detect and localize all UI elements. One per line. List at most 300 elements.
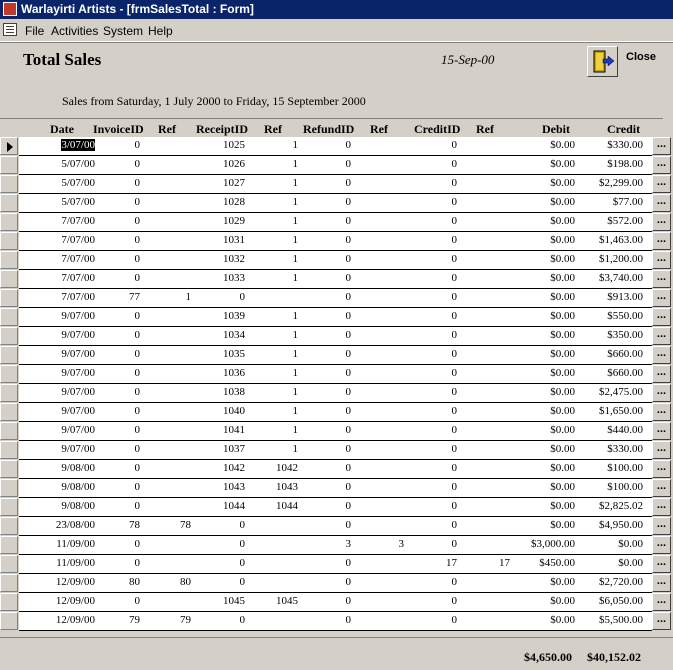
row-details-button[interactable]: ...: [652, 251, 671, 269]
cell-invoiceid[interactable]: 79: [129, 614, 140, 626]
cell-debit[interactable]: $0.00: [550, 177, 575, 189]
row-details-button[interactable]: ...: [652, 460, 671, 478]
cell-refundid[interactable]: 0: [345, 462, 351, 474]
menu-help[interactable]: Help: [148, 24, 173, 38]
cell-debit[interactable]: $0.00: [550, 443, 575, 455]
form-control-icon[interactable]: [3, 23, 17, 36]
cell-date[interactable]: 9/07/00: [61, 424, 95, 436]
cell-receiptid[interactable]: 1028: [223, 196, 245, 208]
record-selector[interactable]: [0, 232, 18, 250]
cell-debit[interactable]: $0.00: [550, 234, 575, 246]
cell-receipt-ref[interactable]: 1043: [276, 481, 298, 493]
sales-grid: [0, 137, 673, 637]
cell-invoice-ref[interactable]: 79: [180, 614, 191, 626]
cell-date[interactable]: 9/07/00: [61, 405, 95, 417]
cell-refundid[interactable]: 0: [345, 405, 351, 417]
cell-date[interactable]: 3/07/00: [61, 139, 95, 151]
row-details-button[interactable]: ...: [652, 555, 671, 573]
cell-debit[interactable]: $0.00: [550, 462, 575, 474]
table-row[interactable]: [0, 308, 673, 327]
cell-receipt-ref[interactable]: 1: [292, 348, 298, 360]
cell-date[interactable]: 9/07/00: [61, 310, 95, 322]
table-row[interactable]: [0, 384, 673, 403]
record-selector[interactable]: [0, 536, 18, 554]
menu-file[interactable]: File: [25, 24, 45, 38]
cell-date[interactable]: 7/07/00: [61, 291, 95, 303]
row-details-button[interactable]: ...: [652, 346, 671, 364]
cell-receipt-ref[interactable]: 1: [292, 196, 298, 208]
cell-receiptid[interactable]: 1035: [223, 348, 245, 360]
cell-date[interactable]: 11/09/00: [56, 538, 95, 550]
cell-invoiceid[interactable]: 0: [134, 500, 140, 512]
cell-refundid[interactable]: 0: [345, 557, 351, 569]
record-selector[interactable]: [0, 327, 18, 345]
table-row[interactable]: [0, 346, 673, 365]
table-row[interactable]: [0, 213, 673, 232]
cell-creditid[interactable]: 0: [451, 196, 457, 208]
cell-invoiceid[interactable]: 0: [134, 405, 140, 417]
cell-credit[interactable]: $1,463.00: [599, 234, 643, 246]
cell-date[interactable]: 23/08/00: [55, 519, 95, 531]
cell-receipt-ref[interactable]: 1: [292, 443, 298, 455]
record-selector[interactable]: [0, 251, 18, 269]
row-details-button[interactable]: ...: [652, 612, 671, 630]
cell-credit[interactable]: $5,500.00: [599, 614, 643, 626]
table-row[interactable]: [0, 460, 673, 479]
table-row[interactable]: [0, 517, 673, 536]
cell-date[interactable]: 12/09/00: [55, 595, 95, 607]
cell-credit[interactable]: $660.00: [607, 348, 643, 360]
table-row[interactable]: [0, 593, 673, 612]
row-details-button[interactable]: ...: [652, 365, 671, 383]
cell-creditid[interactable]: 0: [451, 139, 457, 151]
table-row[interactable]: [0, 232, 673, 251]
row-details-button[interactable]: ...: [652, 156, 671, 174]
cell-invoiceid[interactable]: 0: [134, 443, 140, 455]
cell-refundid[interactable]: 0: [345, 576, 351, 588]
record-selector[interactable]: [0, 517, 18, 535]
record-selector[interactable]: [0, 479, 18, 497]
table-row[interactable]: [0, 536, 673, 555]
cell-receipt-ref[interactable]: 1: [292, 177, 298, 189]
cell-credit[interactable]: $0.00: [618, 538, 643, 550]
cell-invoiceid[interactable]: 0: [134, 538, 140, 550]
cell-refundid[interactable]: 0: [345, 310, 351, 322]
cell-invoiceid[interactable]: 78: [129, 519, 140, 531]
cell-invoiceid[interactable]: 0: [134, 234, 140, 246]
record-selector[interactable]: [0, 289, 18, 307]
cell-credit[interactable]: $77.00: [612, 196, 643, 208]
cell-refundid[interactable]: 0: [345, 386, 351, 398]
cell-invoiceid[interactable]: 80: [129, 576, 140, 588]
cell-invoiceid[interactable]: 0: [134, 272, 140, 284]
cell-refundid[interactable]: 0: [345, 595, 351, 607]
cell-invoiceid[interactable]: 0: [134, 348, 140, 360]
cell-receiptid[interactable]: 1043: [223, 481, 245, 493]
cell-debit[interactable]: $0.00: [550, 291, 575, 303]
cell-credit[interactable]: $572.00: [607, 215, 643, 227]
cell-creditid[interactable]: 0: [451, 386, 457, 398]
cell-refundid[interactable]: 0: [345, 177, 351, 189]
record-selector[interactable]: [0, 403, 18, 421]
cell-debit[interactable]: $0.00: [550, 386, 575, 398]
table-row[interactable]: [0, 479, 673, 498]
col-refundid: RefundID: [303, 122, 355, 136]
cell-creditid[interactable]: 0: [451, 329, 457, 341]
cell-refundid[interactable]: 0: [345, 272, 351, 284]
cell-receiptid[interactable]: 1034: [223, 329, 245, 341]
col-receipt-ref: Ref: [264, 122, 282, 136]
cell-debit[interactable]: $0.00: [550, 253, 575, 265]
record-selector[interactable]: [0, 365, 18, 383]
cell-credit[interactable]: $350.00: [607, 329, 643, 341]
record-selector[interactable]: [0, 574, 18, 592]
cell-debit[interactable]: $0.00: [550, 158, 575, 170]
cell-creditid[interactable]: 0: [451, 595, 457, 607]
row-details-button[interactable]: ...: [652, 232, 671, 250]
cell-receipt-ref[interactable]: 1: [292, 215, 298, 227]
cell-refundid[interactable]: 0: [345, 158, 351, 170]
cell-refundid[interactable]: 0: [345, 291, 351, 303]
cell-credit[interactable]: $1,650.00: [599, 405, 643, 417]
cell-receiptid[interactable]: 1027: [223, 177, 245, 189]
cell-date[interactable]: 7/07/00: [61, 253, 95, 265]
cell-receiptid[interactable]: 0: [239, 557, 245, 569]
cell-receiptid[interactable]: 0: [239, 291, 245, 303]
cell-receipt-ref[interactable]: 1: [292, 386, 298, 398]
cell-date[interactable]: 7/07/00: [61, 272, 95, 284]
cell-receiptid[interactable]: 1044: [223, 500, 245, 512]
row-details-button[interactable]: ...: [652, 498, 671, 516]
cell-refundid[interactable]: 0: [345, 253, 351, 265]
cell-refundid[interactable]: 0: [345, 329, 351, 341]
cell-receipt-ref[interactable]: 1: [292, 310, 298, 322]
cell-receiptid[interactable]: 1038: [223, 386, 245, 398]
record-selector[interactable]: [0, 555, 18, 573]
table-row[interactable]: [0, 156, 673, 175]
record-selector[interactable]: [0, 346, 18, 364]
row-details-button[interactable]: ...: [652, 308, 671, 326]
cell-invoiceid[interactable]: 0: [134, 196, 140, 208]
table-row[interactable]: [0, 289, 673, 308]
row-details-button[interactable]: ...: [652, 327, 671, 345]
cell-creditid[interactable]: 0: [451, 253, 457, 265]
cell-creditid[interactable]: 0: [451, 614, 457, 626]
cell-receipt-ref[interactable]: 1: [292, 405, 298, 417]
row-details-button[interactable]: ...: [652, 384, 671, 402]
cell-receipt-ref[interactable]: 1: [292, 158, 298, 170]
cell-refund-ref[interactable]: 3: [398, 538, 404, 550]
cell-refundid[interactable]: 0: [345, 234, 351, 246]
record-selector[interactable]: [0, 308, 18, 326]
cell-date[interactable]: 11/09/00: [56, 557, 95, 569]
record-selector[interactable]: [0, 612, 18, 630]
record-selector[interactable]: [0, 422, 18, 440]
cell-date[interactable]: 9/08/00: [61, 500, 95, 512]
cell-receiptid[interactable]: 1026: [223, 158, 245, 170]
cell-credit[interactable]: $330.00: [607, 139, 643, 151]
row-details-button[interactable]: ...: [652, 479, 671, 497]
row-details-button[interactable]: ...: [652, 517, 671, 535]
cell-invoiceid[interactable]: 0: [134, 367, 140, 379]
cell-refundid[interactable]: 0: [345, 481, 351, 493]
cell-receiptid[interactable]: 1033: [223, 272, 245, 284]
cell-refundid[interactable]: 0: [345, 196, 351, 208]
cell-receipt-ref[interactable]: 1: [292, 329, 298, 341]
cell-date[interactable]: 5/07/00: [61, 196, 95, 208]
cell-invoiceid[interactable]: 0: [134, 139, 140, 151]
cell-date[interactable]: 7/07/00: [61, 234, 95, 246]
cell-receiptid[interactable]: 0: [239, 614, 245, 626]
cell-invoiceid[interactable]: 77: [129, 291, 140, 303]
row-details-button[interactable]: ...: [652, 137, 671, 155]
cell-receiptid[interactable]: 1032: [223, 253, 245, 265]
cell-invoiceid[interactable]: 0: [134, 424, 140, 436]
close-label[interactable]: Close: [626, 51, 656, 63]
cell-receiptid[interactable]: 1031: [223, 234, 245, 246]
record-selector[interactable]: [0, 156, 18, 174]
cell-credit[interactable]: $100.00: [607, 481, 643, 493]
cell-creditid[interactable]: 0: [451, 405, 457, 417]
cell-date[interactable]: 9/07/00: [61, 329, 95, 341]
row-details-button[interactable]: ...: [652, 175, 671, 193]
cell-receiptid[interactable]: 0: [239, 576, 245, 588]
cell-debit[interactable]: $0.00: [550, 139, 575, 151]
cell-invoiceid[interactable]: 0: [134, 557, 140, 569]
cell-refundid[interactable]: 0: [345, 348, 351, 360]
cell-creditid[interactable]: 0: [451, 576, 457, 588]
record-selector[interactable]: [0, 194, 18, 212]
cell-creditid[interactable]: 0: [451, 310, 457, 322]
record-selector[interactable]: [0, 498, 18, 516]
cell-receipt-ref[interactable]: 1: [292, 424, 298, 436]
table-row[interactable]: [0, 612, 673, 631]
cell-receiptid[interactable]: 0: [239, 519, 245, 531]
cell-debit[interactable]: $0.00: [550, 424, 575, 436]
cell-receiptid[interactable]: 1029: [223, 215, 245, 227]
cell-creditid[interactable]: 0: [451, 481, 457, 493]
record-selector[interactable]: [0, 384, 18, 402]
record-selector[interactable]: [0, 593, 18, 611]
cell-creditid[interactable]: 0: [451, 291, 457, 303]
cell-invoiceid[interactable]: 0: [134, 310, 140, 322]
cell-refundid[interactable]: 0: [345, 367, 351, 379]
cell-debit[interactable]: $0.00: [550, 595, 575, 607]
row-details-button[interactable]: ...: [652, 213, 671, 231]
row-details-button[interactable]: ...: [652, 194, 671, 212]
row-details-button[interactable]: ...: [652, 593, 671, 611]
cell-creditid[interactable]: 0: [451, 177, 457, 189]
record-selector[interactable]: [0, 175, 18, 193]
cell-credit[interactable]: $913.00: [607, 291, 643, 303]
cell-invoiceid[interactable]: 0: [134, 386, 140, 398]
cell-date[interactable]: 9/07/00: [61, 348, 95, 360]
record-selector[interactable]: [0, 460, 18, 478]
cell-receiptid[interactable]: 0: [239, 538, 245, 550]
cell-receiptid[interactable]: 1037: [223, 443, 245, 455]
cell-debit[interactable]: $0.00: [550, 310, 575, 322]
cell-debit[interactable]: $0.00: [550, 481, 575, 493]
cell-receiptid[interactable]: 1045: [223, 595, 245, 607]
cell-creditid[interactable]: 17: [446, 557, 457, 569]
cell-receiptid[interactable]: 1025: [223, 139, 245, 151]
cell-debit[interactable]: $0.00: [550, 576, 575, 588]
cell-refundid[interactable]: 3: [345, 538, 351, 550]
col-debit: Debit: [542, 122, 570, 136]
cell-refundid[interactable]: 0: [345, 215, 351, 227]
cell-refundid[interactable]: 0: [345, 614, 351, 626]
cell-credit[interactable]: $2,475.00: [599, 386, 643, 398]
cell-refundid[interactable]: 0: [345, 519, 351, 531]
cell-debit[interactable]: $0.00: [550, 519, 575, 531]
table-row[interactable]: [0, 137, 673, 156]
cell-creditid[interactable]: 0: [451, 519, 457, 531]
row-details-button[interactable]: ...: [652, 422, 671, 440]
cell-invoice-ref[interactable]: 80: [180, 576, 191, 588]
cell-date[interactable]: 9/07/00: [61, 443, 95, 455]
table-row[interactable]: [0, 403, 673, 422]
col-invoice-ref: Ref: [158, 122, 176, 136]
cell-invoiceid[interactable]: 0: [134, 158, 140, 170]
row-details-button[interactable]: ...: [652, 574, 671, 592]
cell-debit[interactable]: $3,000.00: [531, 538, 575, 550]
cell-invoiceid[interactable]: 0: [134, 481, 140, 493]
record-selector[interactable]: [0, 441, 18, 459]
cell-receipt-ref[interactable]: 1: [292, 272, 298, 284]
cell-credit[interactable]: $0.00: [618, 557, 643, 569]
cell-credit[interactable]: $330.00: [607, 443, 643, 455]
cell-receiptid[interactable]: 1039: [223, 310, 245, 322]
cell-refundid[interactable]: 0: [345, 424, 351, 436]
cell-debit[interactable]: $0.00: [550, 348, 575, 360]
col-receiptid: ReceiptID: [196, 122, 248, 136]
cell-date[interactable]: 9/08/00: [61, 481, 95, 493]
table-row[interactable]: [0, 498, 673, 517]
cell-date[interactable]: 5/07/00: [61, 158, 95, 170]
cell-receipt-ref[interactable]: 1: [292, 367, 298, 379]
cell-creditid[interactable]: 0: [451, 443, 457, 455]
cell-creditid[interactable]: 0: [451, 234, 457, 246]
cell-receipt-ref[interactable]: 1045: [276, 595, 298, 607]
cell-invoiceid[interactable]: 0: [134, 253, 140, 265]
table-row[interactable]: [0, 175, 673, 194]
table-row[interactable]: [0, 555, 673, 574]
table-row[interactable]: [0, 574, 673, 593]
cell-credit-ref[interactable]: 17: [499, 557, 510, 569]
cell-credit[interactable]: $1,200.00: [599, 253, 643, 265]
row-details-button[interactable]: ...: [652, 441, 671, 459]
cell-debit[interactable]: $0.00: [550, 215, 575, 227]
cell-date[interactable]: 5/07/00: [61, 177, 95, 189]
cell-receipt-ref[interactable]: 1044: [276, 500, 298, 512]
cell-creditid[interactable]: 0: [451, 424, 457, 436]
cell-receiptid[interactable]: 1040: [223, 405, 245, 417]
table-row[interactable]: [0, 365, 673, 384]
cell-refundid[interactable]: 0: [345, 443, 351, 455]
cell-invoiceid[interactable]: 0: [134, 177, 140, 189]
record-selector-current-icon[interactable]: [0, 137, 18, 155]
cell-debit[interactable]: $0.00: [550, 614, 575, 626]
close-button[interactable]: [587, 46, 618, 77]
cell-creditid[interactable]: 0: [451, 348, 457, 360]
cell-credit[interactable]: $550.00: [607, 310, 643, 322]
cell-invoiceid[interactable]: 0: [134, 329, 140, 341]
cell-credit[interactable]: $440.00: [607, 424, 643, 436]
cell-credit[interactable]: $6,050.00: [599, 595, 643, 607]
cell-receipt-ref[interactable]: 1: [292, 234, 298, 246]
cell-refundid[interactable]: 0: [345, 500, 351, 512]
cell-credit[interactable]: $2,720.00: [599, 576, 643, 588]
cell-creditid[interactable]: 0: [451, 272, 457, 284]
cell-credit[interactable]: $4,950.00: [599, 519, 643, 531]
cell-creditid[interactable]: 0: [451, 215, 457, 227]
menu-system[interactable]: System: [103, 24, 144, 38]
cell-credit[interactable]: $2,825.02: [599, 500, 643, 512]
table-row[interactable]: [0, 441, 673, 460]
table-row[interactable]: [0, 422, 673, 441]
cell-date[interactable]: 12/09/00: [55, 576, 95, 588]
cell-date[interactable]: 7/07/00: [61, 215, 95, 227]
cell-receiptid[interactable]: 1036: [223, 367, 245, 379]
app-icon: [3, 2, 17, 16]
cell-credit[interactable]: $100.00: [607, 462, 643, 474]
cell-credit[interactable]: $198.00: [607, 158, 643, 170]
record-selector[interactable]: [0, 270, 18, 288]
cell-invoice-ref[interactable]: 1: [185, 291, 191, 303]
table-row[interactable]: [0, 251, 673, 270]
cell-creditid[interactable]: 0: [451, 462, 457, 474]
cell-debit[interactable]: $0.00: [550, 196, 575, 208]
cell-receiptid[interactable]: 1042: [223, 462, 245, 474]
cell-invoice-ref[interactable]: 78: [180, 519, 191, 531]
cell-credit[interactable]: $660.00: [607, 367, 643, 379]
table-row[interactable]: [0, 327, 673, 346]
cell-creditid[interactable]: 0: [451, 367, 457, 379]
cell-debit[interactable]: $0.00: [550, 329, 575, 341]
cell-date[interactable]: 9/08/00: [61, 462, 95, 474]
cell-creditid[interactable]: 0: [451, 500, 457, 512]
cell-creditid[interactable]: 0: [451, 538, 457, 550]
cell-debit[interactable]: $0.00: [550, 272, 575, 284]
table-row[interactable]: [0, 270, 673, 289]
cell-date[interactable]: 12/09/00: [55, 614, 95, 626]
cell-debit[interactable]: $0.00: [550, 500, 575, 512]
cell-debit[interactable]: $450.00: [539, 557, 575, 569]
cell-credit[interactable]: $2,299.00: [599, 177, 643, 189]
record-selector[interactable]: [0, 213, 18, 231]
cell-invoiceid[interactable]: 0: [134, 215, 140, 227]
row-details-button[interactable]: ...: [652, 536, 671, 554]
cell-receipt-ref[interactable]: 1: [292, 253, 298, 265]
cell-invoiceid[interactable]: 0: [134, 462, 140, 474]
cell-date[interactable]: 9/07/00: [61, 386, 95, 398]
cell-debit[interactable]: $0.00: [550, 367, 575, 379]
cell-invoiceid[interactable]: 0: [134, 595, 140, 607]
cell-receipt-ref[interactable]: 1: [292, 139, 298, 151]
menu-activities[interactable]: Activities: [51, 24, 99, 38]
cell-credit[interactable]: $3,740.00: [599, 272, 643, 284]
cell-debit[interactable]: $0.00: [550, 405, 575, 417]
cell-creditid[interactable]: 0: [451, 158, 457, 170]
row-details-button[interactable]: ...: [652, 403, 671, 421]
cell-receipt-ref[interactable]: 1042: [276, 462, 298, 474]
cell-receiptid[interactable]: 1041: [223, 424, 245, 436]
table-row[interactable]: [0, 194, 673, 213]
row-details-button[interactable]: ...: [652, 289, 671, 307]
cell-refundid[interactable]: 0: [345, 139, 351, 151]
cell-date[interactable]: 9/07/00: [61, 367, 95, 379]
row-details-button[interactable]: ...: [652, 270, 671, 288]
